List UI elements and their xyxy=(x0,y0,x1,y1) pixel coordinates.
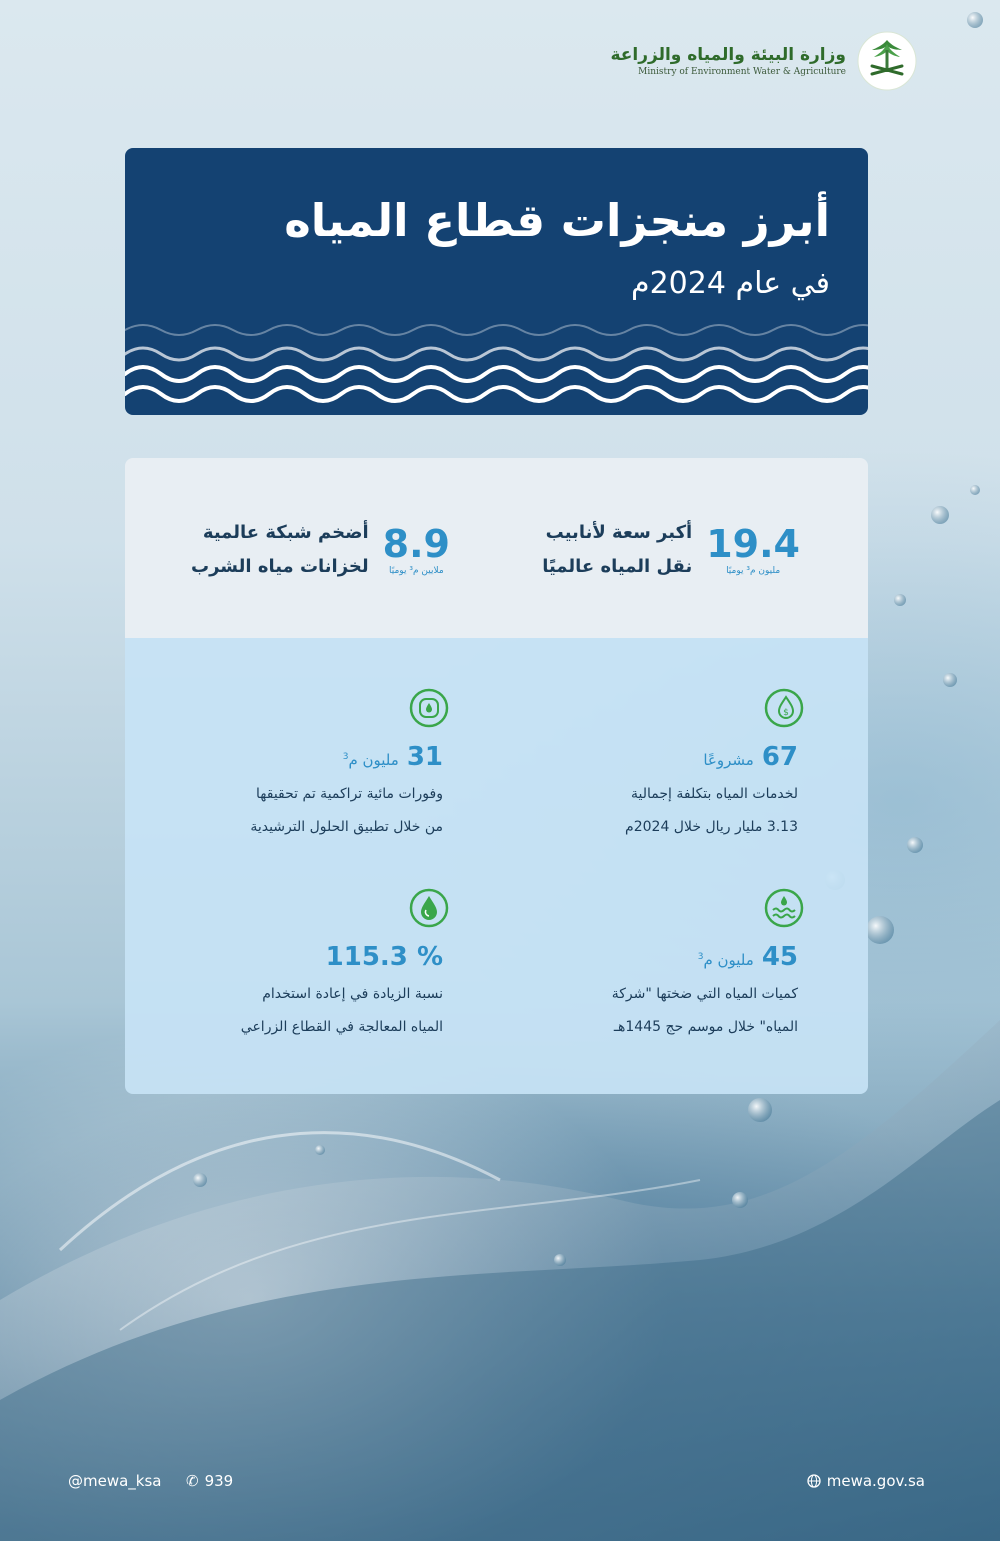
achievement-number: 31 xyxy=(406,742,443,772)
palm-and-swords-emblem-icon xyxy=(856,30,918,92)
stat-desc-line: لخزانات مياه الشرب xyxy=(191,556,369,577)
achievement-description: وفورات مائية تراكمية تم تحقيقها من خلال تطبيق الحلول الترشيدية xyxy=(250,786,443,835)
achievements-panel xyxy=(125,638,868,1094)
ministry-name-arabic: وزارة البيئة والمياه والزراعة xyxy=(610,45,846,65)
footer-phone[interactable] xyxy=(186,1472,233,1490)
stat-desc-line: أكبر سعة لأنابيب xyxy=(545,522,693,543)
achievement-reuse-increase xyxy=(143,888,443,1044)
stat-value: 19.4 xyxy=(706,522,800,566)
achievement-description: كميات المياه التي ضختها "شركة المياه" خلال موسم حج 1445هـ xyxy=(611,986,798,1035)
achievement-number: 67 xyxy=(761,742,798,772)
achievement-description: لخدمات المياه بتكلفة إجمالية 3.13 مليار ريال خلال 2024م xyxy=(625,786,798,835)
stat-desc-line: نقل المياه عالميًا xyxy=(542,556,693,577)
header-card xyxy=(125,148,868,415)
achievement-description: نسبة الزيادة في إعادة استخدام المياه المعالجة في القطاع الزراعي xyxy=(240,986,443,1035)
ministry-name-english: Ministry of Environment Water & Agriculture xyxy=(638,67,846,77)
top-stats-panel xyxy=(125,458,868,638)
stat-storage-network xyxy=(191,516,450,584)
stat-value: 8.9 xyxy=(382,522,450,566)
achievement-unit: مليون م$^3$ xyxy=(697,951,754,969)
page-title: أبرز منجزات قطاع المياه xyxy=(284,194,830,247)
stat-unit: ملايين م³ يوميًا xyxy=(389,566,444,576)
page-subtitle: في عام 2024م xyxy=(631,266,830,301)
footer-twitter[interactable] xyxy=(68,1472,162,1490)
footer-website[interactable] xyxy=(807,1472,925,1490)
achievement-hajj-water xyxy=(498,888,798,1044)
achievement-water-savings xyxy=(143,688,443,844)
globe-icon xyxy=(807,1474,821,1488)
achievement-projects xyxy=(498,688,798,844)
money-drop-icon xyxy=(764,688,804,728)
achievement-number: 115.3 % xyxy=(325,942,443,972)
drop-icon xyxy=(409,888,449,928)
website-link[interactable]: mewa.gov.sa xyxy=(826,1472,925,1490)
phone-icon: ✆ xyxy=(186,1472,199,1490)
phone-number[interactable]: 939 xyxy=(204,1472,234,1490)
twitter-handle[interactable]: @mewa_ksa xyxy=(68,1472,162,1490)
ministry-logo xyxy=(610,30,918,92)
waves-decoration xyxy=(125,318,868,415)
stat-desc-line: أضخم شبكة عالمية xyxy=(202,522,369,543)
svg-text:$: $ xyxy=(783,708,789,718)
achievement-unit: مليون م$^3$ xyxy=(342,751,399,769)
stat-pipeline-capacity xyxy=(542,516,800,584)
stat-unit: مليون م³ يوميًا xyxy=(726,566,781,576)
water-waves-icon xyxy=(764,888,804,928)
water-tank-icon xyxy=(409,688,449,728)
achievement-unit: مشروعًا xyxy=(703,751,754,769)
achievement-number: 45 xyxy=(761,942,798,972)
